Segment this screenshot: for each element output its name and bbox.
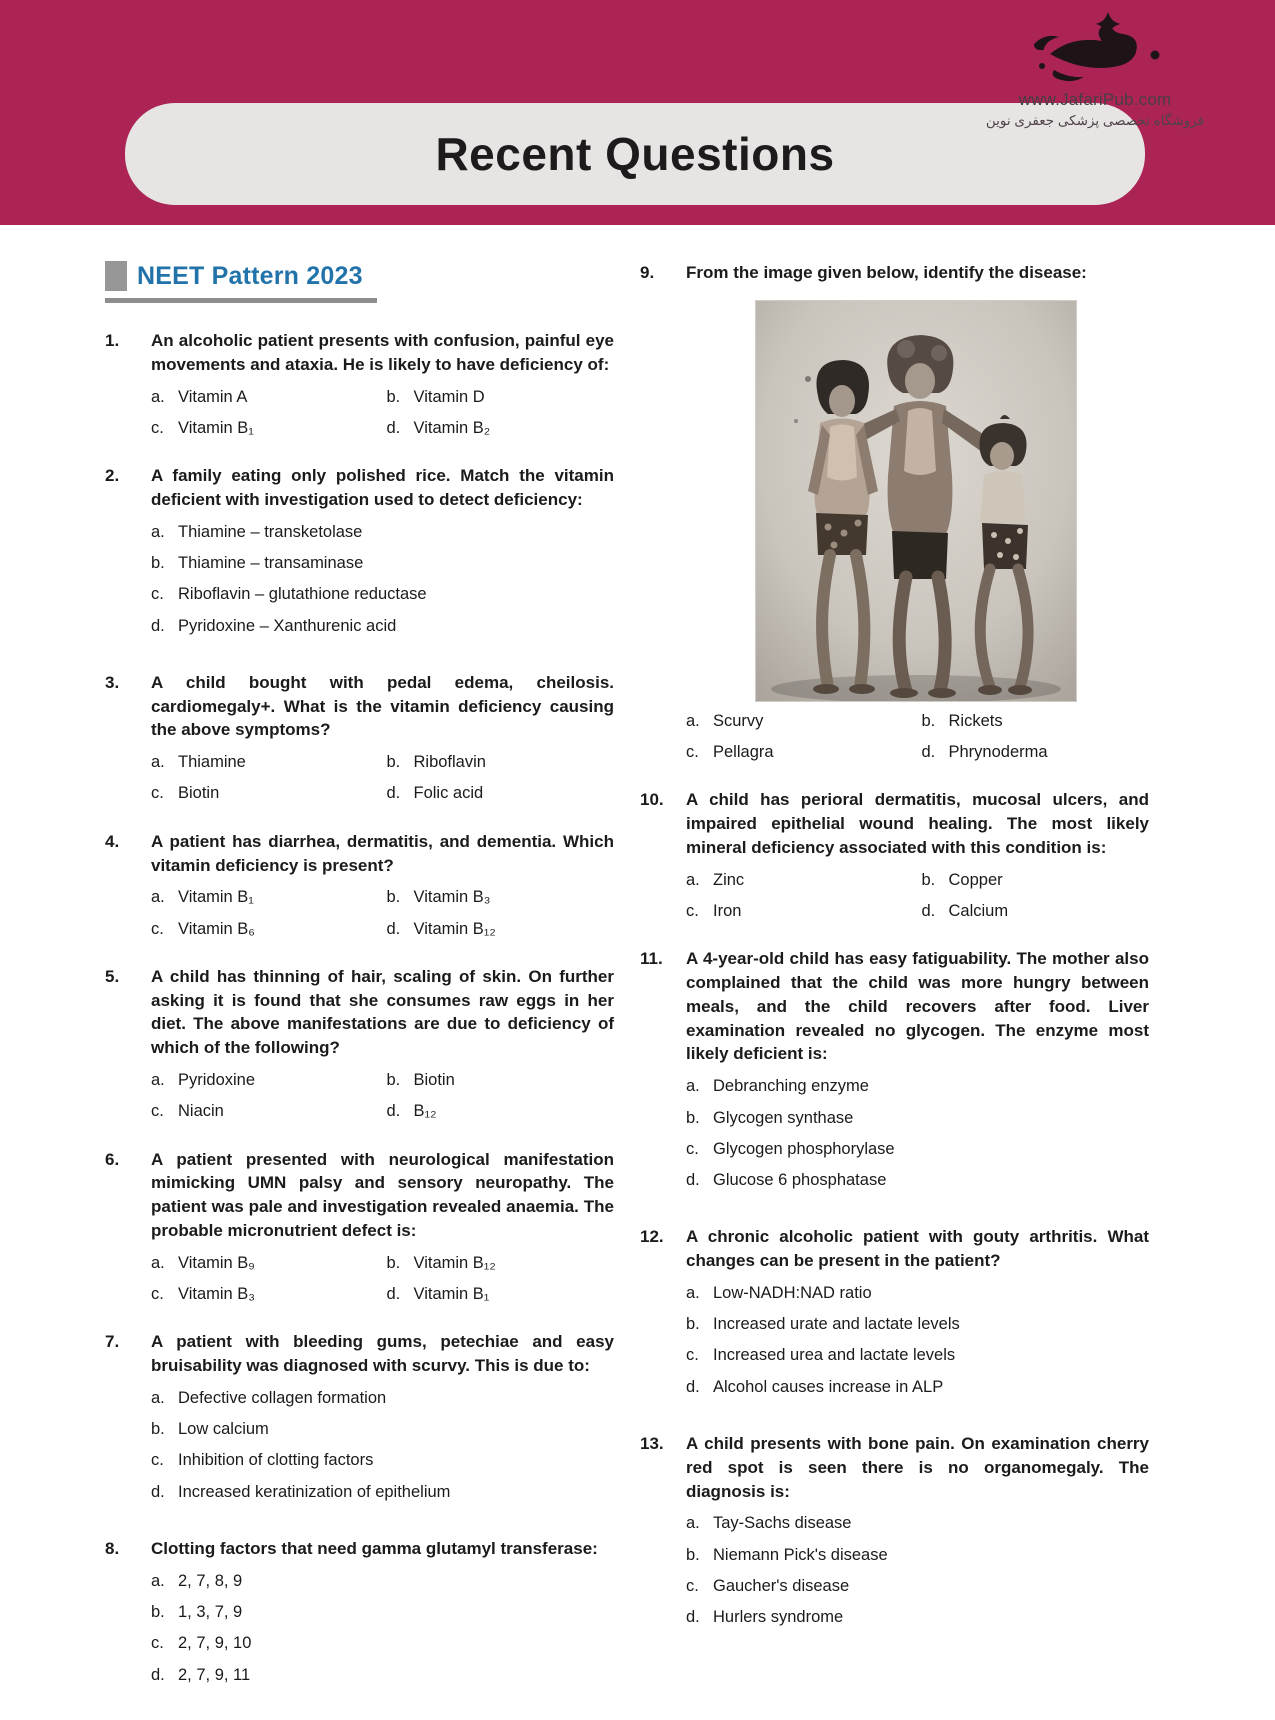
question bbox=[105, 1148, 614, 1306]
question-number: 3. bbox=[105, 672, 120, 692]
option-text: Riboflavin – glutathione reductase bbox=[178, 585, 427, 604]
option-key: c. bbox=[686, 901, 699, 920]
question-text: A 4-year-old child has easy fatiguability. The mother also complained that the child was more hungry between meals, and the child recovers after food. Liver examination revealed no glycogen. The enzyme most likely deficient is: bbox=[686, 949, 1149, 1064]
option bbox=[922, 869, 1150, 891]
option-key: d. bbox=[151, 616, 165, 635]
option bbox=[387, 1069, 615, 1091]
option-text: 1, 3, 7, 9 bbox=[178, 1602, 243, 1621]
option-text: Niacin bbox=[178, 1102, 224, 1121]
option bbox=[151, 1418, 614, 1440]
option-key: b. bbox=[386, 753, 401, 772]
option bbox=[686, 1313, 1149, 1335]
question-number: 2. bbox=[105, 466, 120, 486]
option bbox=[922, 741, 1150, 763]
option-key: d. bbox=[386, 1102, 401, 1121]
options bbox=[151, 1387, 614, 1503]
option-key: d. bbox=[686, 1608, 700, 1627]
option-text: Vitamin A bbox=[178, 387, 248, 406]
option-text: Biotin bbox=[178, 784, 220, 803]
option-key: d. bbox=[686, 1377, 700, 1396]
question-number: 8. bbox=[105, 1538, 120, 1558]
option bbox=[686, 1138, 1149, 1160]
option-key: c. bbox=[151, 1102, 164, 1121]
option bbox=[151, 386, 379, 408]
option-text: Glycogen synthase bbox=[713, 1108, 854, 1127]
option-text: Debranching enzyme bbox=[713, 1077, 869, 1096]
option-text: Vitamin B₃ bbox=[178, 1285, 256, 1303]
question bbox=[640, 261, 1149, 763]
option-text: Low-NADH:NAD ratio bbox=[713, 1283, 872, 1302]
question bbox=[105, 671, 614, 805]
option bbox=[686, 1075, 1149, 1097]
question-number: 5. bbox=[105, 966, 120, 986]
option-text: 2, 7, 9, 11 bbox=[178, 1665, 251, 1684]
option bbox=[151, 1632, 614, 1654]
option-key: a. bbox=[151, 1571, 165, 1590]
question-text: Clotting factors that need gamma glutamyl transferase: bbox=[151, 1538, 598, 1558]
option-key: d. bbox=[386, 919, 401, 938]
question bbox=[640, 1225, 1149, 1407]
option bbox=[151, 1252, 379, 1274]
questions-page-body bbox=[0, 225, 1275, 1720]
option-key: d. bbox=[386, 1285, 401, 1303]
option-key: b. bbox=[386, 387, 401, 406]
option bbox=[686, 1344, 1149, 1366]
option-text: Thiamine – transketolase bbox=[178, 522, 363, 541]
option bbox=[686, 710, 914, 732]
option-key: c. bbox=[151, 1451, 164, 1470]
option bbox=[151, 782, 379, 804]
option-key: b. bbox=[151, 1420, 165, 1439]
column-right bbox=[640, 261, 1149, 1720]
question bbox=[105, 329, 614, 439]
option-key: a. bbox=[151, 1253, 165, 1272]
site-url: www.JafariPub.com bbox=[1018, 90, 1172, 109]
options bbox=[151, 751, 614, 805]
option bbox=[151, 1601, 614, 1623]
option bbox=[387, 751, 615, 773]
option-key: b. bbox=[921, 870, 936, 889]
option bbox=[151, 1283, 379, 1305]
option-key: c. bbox=[151, 784, 164, 803]
option-text: Copper bbox=[948, 870, 1003, 889]
options bbox=[151, 1069, 614, 1123]
option-key: b. bbox=[686, 1108, 700, 1127]
option-text: Pyridoxine bbox=[178, 1071, 256, 1090]
option-text: Vitamin D bbox=[413, 387, 485, 406]
question-number: 7. bbox=[105, 1332, 120, 1352]
option bbox=[686, 1512, 1149, 1534]
option-text: Vitamin B₉ bbox=[178, 1253, 255, 1272]
question bbox=[105, 830, 614, 940]
question-number: 9. bbox=[640, 263, 655, 282]
question bbox=[640, 947, 1149, 1200]
option-key: b. bbox=[386, 1253, 401, 1272]
section-heading-marker bbox=[105, 261, 127, 291]
option-text: Rickets bbox=[948, 711, 1003, 730]
option bbox=[922, 900, 1150, 922]
option bbox=[686, 1376, 1149, 1398]
disease-photo-image bbox=[756, 301, 1076, 701]
option-text: Phrynoderma bbox=[948, 743, 1048, 762]
question-number: 10. bbox=[640, 790, 664, 810]
option-key: b. bbox=[686, 1315, 700, 1334]
option-key: a. bbox=[151, 387, 165, 406]
option-text: Niemann Pick's disease bbox=[713, 1545, 888, 1564]
option-text: Folic acid bbox=[413, 784, 484, 803]
option-text: Iron bbox=[713, 901, 742, 920]
option bbox=[151, 1481, 614, 1503]
option bbox=[151, 1387, 614, 1409]
option-text: Tay-Sachs disease bbox=[713, 1514, 852, 1533]
option bbox=[686, 900, 914, 922]
question-text: From the image given below, identify the disease: bbox=[686, 263, 1087, 282]
option bbox=[922, 710, 1150, 732]
option-text: Glycogen phosphorylase bbox=[713, 1139, 895, 1158]
option-text: Vitamin B₆ bbox=[178, 919, 255, 938]
option bbox=[151, 886, 379, 908]
option-text: Riboflavin bbox=[413, 753, 486, 772]
question-number: 1. bbox=[105, 331, 120, 350]
option-key: d. bbox=[386, 784, 401, 803]
option-text: Zinc bbox=[713, 870, 745, 889]
option-text: Biotin bbox=[413, 1071, 455, 1090]
option-text: Increased urea and lactate levels bbox=[713, 1346, 956, 1365]
option bbox=[387, 1283, 615, 1305]
option-text: Thiamine bbox=[178, 753, 246, 772]
option-text: 2, 7, 9, 10 bbox=[178, 1634, 252, 1653]
option-key: c. bbox=[686, 1346, 699, 1365]
option-text: Alcohol causes increase in ALP bbox=[713, 1377, 944, 1396]
option bbox=[151, 1570, 614, 1592]
question-text: A patient has diarrhea, dermatitis, and dementia. Which vitamin deficiency is present? bbox=[151, 831, 614, 875]
option-text: Calcium bbox=[948, 901, 1009, 920]
option bbox=[686, 1169, 1149, 1191]
question-text: A patient with bleeding gums, petechiae and easy bruisability was diagnosed with scurvy. This is due to: bbox=[151, 1332, 614, 1376]
option-key: a. bbox=[151, 888, 165, 907]
question bbox=[105, 1330, 614, 1512]
question-number: 13. bbox=[640, 1433, 664, 1453]
option bbox=[686, 1107, 1149, 1129]
section-heading bbox=[105, 261, 377, 303]
option-text: Defective collagen formation bbox=[178, 1388, 387, 1407]
option-text: Pellagra bbox=[713, 743, 774, 762]
option-text: Thiamine – transaminase bbox=[178, 553, 364, 572]
option bbox=[686, 1606, 1149, 1628]
option-key: a. bbox=[151, 753, 165, 772]
question-text: A child has thinning of hair, scaling of skin. On further asking it is found that she consumes raw eggs in her diet. The above manifestations are due to deficiency of which of the following? bbox=[151, 966, 614, 1058]
option-key: c. bbox=[686, 743, 699, 762]
options bbox=[151, 386, 614, 440]
option-key: d. bbox=[151, 1482, 165, 1501]
header-band bbox=[0, 0, 1275, 225]
option-key: d. bbox=[921, 743, 936, 762]
option bbox=[151, 1100, 379, 1122]
option bbox=[387, 1100, 615, 1122]
option bbox=[387, 918, 615, 940]
option-key: b. bbox=[151, 1602, 165, 1621]
title-bar bbox=[125, 103, 1145, 205]
question-text: A chronic alcoholic patient with gouty arthritis. What changes can be present in the patient? bbox=[686, 1227, 1149, 1271]
disease-photo bbox=[756, 301, 1076, 701]
option-key: a. bbox=[686, 1514, 700, 1533]
option-key: c. bbox=[151, 1634, 164, 1653]
question bbox=[105, 464, 614, 646]
option-key: b. bbox=[151, 553, 165, 572]
option-text: Increased urate and lactate levels bbox=[713, 1315, 960, 1334]
options bbox=[686, 1512, 1149, 1628]
option bbox=[151, 918, 379, 940]
question-text: A family eating only polished rice. Match the vitamin deficient with investigation used to detect deficiency: bbox=[151, 466, 614, 509]
option bbox=[151, 521, 614, 543]
column-left bbox=[105, 261, 614, 1720]
option-key: a. bbox=[151, 1071, 165, 1090]
options bbox=[151, 521, 614, 637]
option-key: a. bbox=[151, 1388, 165, 1407]
question-number: 11. bbox=[640, 949, 663, 969]
option-key: b. bbox=[921, 711, 936, 730]
question-number: 6. bbox=[105, 1149, 120, 1169]
option bbox=[387, 886, 615, 908]
option-key: b. bbox=[386, 1071, 401, 1090]
option bbox=[151, 615, 614, 637]
question-text: An alcoholic patient presents with confusion, painful eye movements and ataxia. He is likely to have deficiency of: bbox=[151, 331, 614, 374]
options bbox=[686, 1075, 1149, 1191]
option-text: Hurlers syndrome bbox=[713, 1608, 844, 1627]
option-key: b. bbox=[386, 888, 401, 907]
option-text: B₁₂ bbox=[413, 1102, 437, 1121]
option bbox=[686, 1282, 1149, 1304]
options bbox=[151, 886, 614, 940]
option-key: a. bbox=[151, 522, 165, 541]
question bbox=[105, 1537, 614, 1695]
option-key: c. bbox=[151, 919, 164, 938]
option-text: Vitamin B₃ bbox=[413, 888, 491, 907]
option bbox=[151, 417, 379, 439]
option bbox=[686, 1544, 1149, 1566]
question-number: 12. bbox=[640, 1227, 664, 1247]
option bbox=[686, 1575, 1149, 1597]
question-text: A child bought with pedal edema, cheilosis. cardiomegaly+. What is the vitamin deficiency causing the above symptoms? bbox=[151, 672, 614, 740]
option bbox=[151, 1069, 379, 1091]
question-number: 4. bbox=[105, 831, 120, 851]
option-key: c. bbox=[151, 1285, 164, 1303]
options bbox=[686, 710, 1149, 764]
question bbox=[640, 788, 1149, 922]
question-text: A child presents with bone pain. On examination cherry red spot is seen there is no organomegaly. The diagnosis is: bbox=[686, 1433, 1149, 1501]
option-text: Vitamin B₂ bbox=[413, 418, 491, 437]
question bbox=[105, 965, 614, 1123]
option-key: c. bbox=[151, 585, 164, 604]
option-key: c. bbox=[686, 1576, 699, 1595]
option bbox=[387, 386, 615, 408]
option bbox=[387, 417, 615, 439]
option-key: c. bbox=[151, 418, 164, 437]
option-text: Low calcium bbox=[178, 1420, 269, 1439]
option-text: Vitamin B₁₂ bbox=[413, 1253, 496, 1272]
question bbox=[640, 1432, 1149, 1637]
option bbox=[151, 583, 614, 605]
option-text: Glucose 6 phosphatase bbox=[713, 1171, 887, 1190]
option-key: a. bbox=[686, 1077, 700, 1096]
section-heading-text: NEET Pattern 2023 bbox=[137, 261, 363, 290]
options bbox=[151, 1252, 614, 1306]
question-text: A patient presented with neurological manifestation mimicking UMN palsy and sensory neuropathy. The patient was pale and investigation revealed anaemia. The probable micronutrient defect is: bbox=[151, 1149, 614, 1240]
option-key: a. bbox=[686, 1283, 700, 1302]
option-text: Scurvy bbox=[713, 711, 764, 730]
option-key: a. bbox=[686, 711, 700, 730]
options bbox=[686, 1282, 1149, 1398]
option bbox=[151, 1449, 614, 1471]
option-text: Vitamin B₁ bbox=[413, 1285, 490, 1303]
option bbox=[686, 869, 914, 891]
options bbox=[686, 869, 1149, 923]
option-text: Inhibition of clotting factors bbox=[178, 1451, 374, 1470]
option bbox=[151, 751, 379, 773]
option-key: d. bbox=[151, 1665, 165, 1684]
site-tagline: فروشگاه تخصصی پزشکی جعفری نوین bbox=[985, 113, 1205, 128]
question-text: A child has perioral dermatitis, mucosal ulcers, and impaired epithelial wound healing. The most likely mineral deficiency associated with this condition is: bbox=[686, 790, 1149, 857]
option-key: d. bbox=[386, 418, 401, 437]
option bbox=[151, 1664, 614, 1686]
option-key: c. bbox=[686, 1139, 699, 1158]
option-key: d. bbox=[921, 901, 936, 920]
option-text: Vitamin B₁₂ bbox=[413, 919, 496, 938]
page-title: Recent Questions bbox=[435, 128, 835, 180]
option-text: Vitamin B₁ bbox=[178, 418, 254, 437]
jafaripub-logo-icon bbox=[1020, 10, 1170, 88]
option-text: Vitamin B₁ bbox=[178, 888, 254, 907]
option-key: a. bbox=[686, 870, 700, 889]
option-text: 2, 7, 8, 9 bbox=[178, 1571, 243, 1590]
option bbox=[151, 552, 614, 574]
option-text: Pyridoxine – Xanthurenic acid bbox=[178, 616, 397, 635]
option bbox=[686, 741, 914, 763]
option-text: Gaucher's disease bbox=[713, 1576, 850, 1595]
option-text: Increased keratinization of epithelium bbox=[178, 1482, 451, 1501]
option bbox=[387, 1252, 615, 1274]
options bbox=[151, 1570, 614, 1686]
option-key: d. bbox=[686, 1171, 700, 1190]
option bbox=[387, 782, 615, 804]
option-key: b. bbox=[686, 1545, 700, 1564]
